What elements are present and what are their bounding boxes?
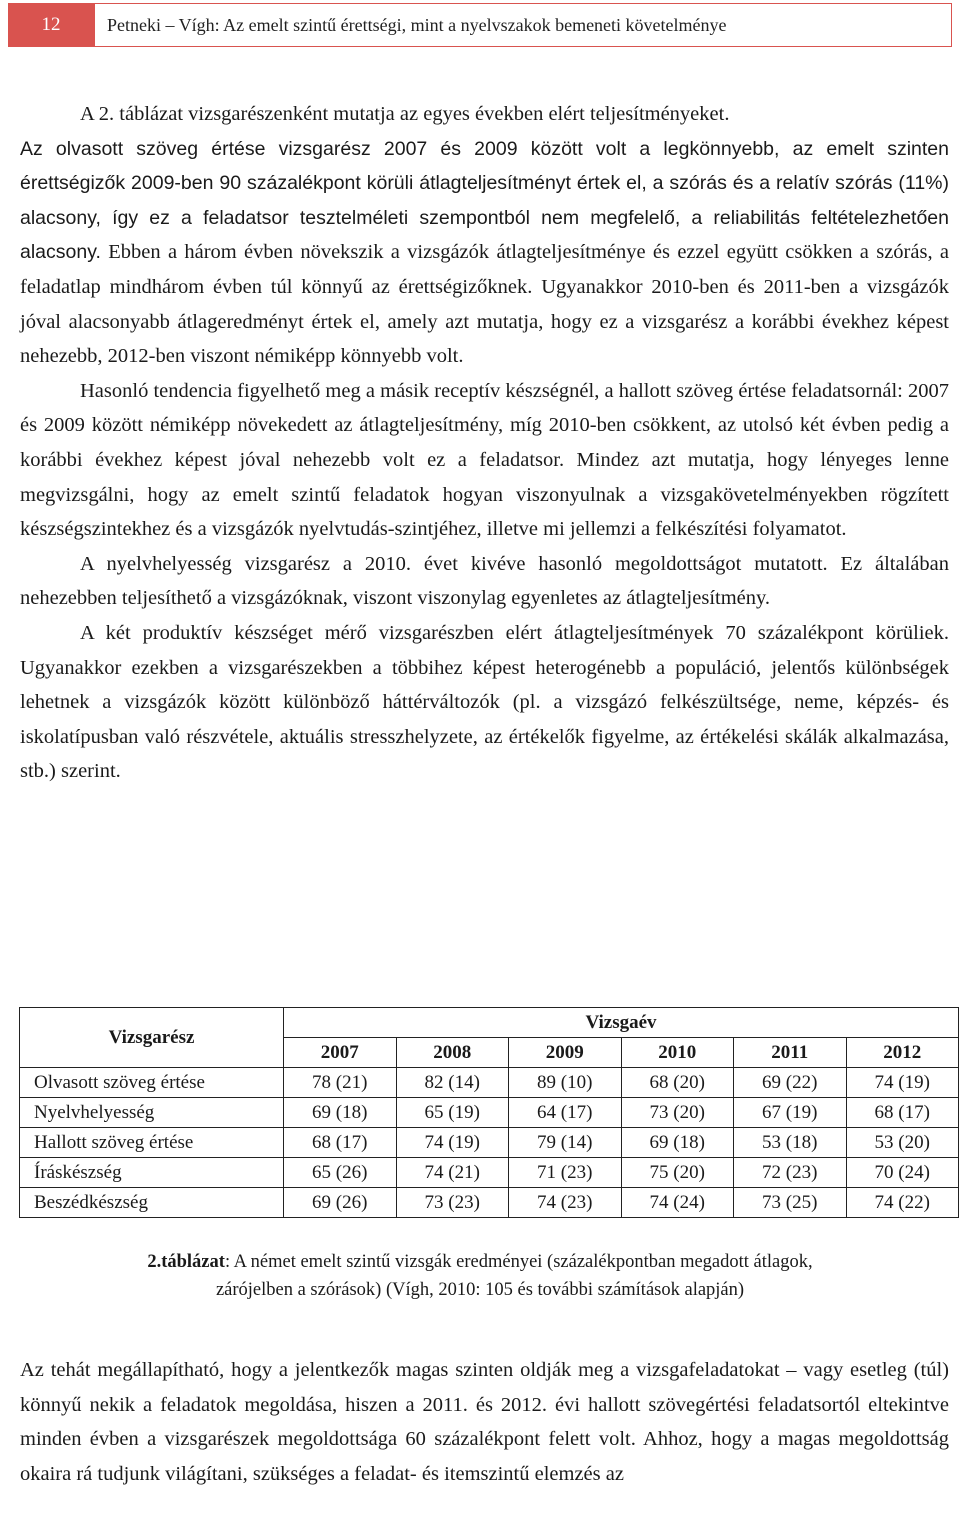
row-label: Olvasott szöveg értése — [20, 1068, 284, 1098]
body-text-top — [20, 97, 949, 789]
table-cell: 73 (25) — [734, 1188, 847, 1218]
table-cell: 69 (18) — [284, 1098, 397, 1128]
row-label: Íráskészség — [20, 1158, 284, 1188]
table-row — [20, 1068, 959, 1098]
table-cell: 68 (20) — [621, 1068, 734, 1098]
row-label: Nyelvhelyesség — [20, 1098, 284, 1128]
body-text-bottom — [20, 1353, 949, 1491]
table-cell: 69 (18) — [621, 1128, 734, 1158]
table-cell: 69 (22) — [734, 1068, 847, 1098]
paragraph-1-sans: Az olvasott szöveg értése vizsgarész 2007 és 2009 között volt a legkönnyebb, az emelt szinten érettségizők 2009-ben 90 százalékpont körüli átlagteljesítményt értek el, a szórás és a relatív szórás (11%) alacsony, így ez a feladatsor tesztelméleti szempontból nem megfelelő, a reliabilitás feltételezhetően alacsony. — [20, 137, 949, 264]
table-cell: 72 (23) — [734, 1158, 847, 1188]
caption-line-1 — [0, 1248, 960, 1276]
year-header: 2009 — [509, 1038, 622, 1068]
table-cell: 53 (20) — [846, 1128, 959, 1158]
caption-label: 2.táblázat — [147, 1252, 225, 1272]
table-cell: 74 (21) — [396, 1158, 509, 1188]
table-cell: 69 (26) — [284, 1188, 397, 1218]
table-cell: 65 (26) — [284, 1158, 397, 1188]
results-table — [19, 1007, 959, 1218]
page-header — [8, 3, 952, 47]
table-row — [20, 1098, 959, 1128]
table-cell: 53 (18) — [734, 1128, 847, 1158]
year-header: 2011 — [734, 1038, 847, 1068]
table-cell: 74 (24) — [621, 1188, 734, 1218]
table-cell: 65 (19) — [396, 1098, 509, 1128]
table-cell: 74 (23) — [509, 1188, 622, 1218]
paragraph-1-serif: Ebben a három évben növekszik a vizsgázók átlagteljesítménye és ezzel együtt csökken a szórás, a feladatlap mindhárom évben túl könnyű az érettségizőknek. Ugyanakkor 2010-ben és 2011-ben a vizsgázók jóval alacsonyabb átlageredményt értek el, amely azt mutatja, hogy ez a vizsgarész a korábbi évekhez képest nehezebb, 2012-ben viszont némiképp könnyebb volt. — [20, 241, 949, 368]
table-cell: 64 (17) — [509, 1098, 622, 1128]
row-label: Beszédkészség — [20, 1188, 284, 1218]
table-cell: 71 (23) — [509, 1158, 622, 1188]
table-cell: 89 (10) — [509, 1068, 622, 1098]
table-cell: 73 (20) — [621, 1098, 734, 1128]
table-row — [20, 1188, 959, 1218]
row-label: Hallott szöveg értése — [20, 1128, 284, 1158]
running-title: Petneki – Vígh: Az emelt szintű érettségi, mint a nyelvszakok bemeneti követelménye — [94, 3, 952, 47]
table-cell: 68 (17) — [846, 1098, 959, 1128]
table-cell: 67 (19) — [734, 1098, 847, 1128]
caption-line-2: zárójelben a szórások) (Vígh, 2010: 105 és további számítások alapján) — [215, 1280, 745, 1300]
table-cell: 74 (19) — [396, 1128, 509, 1158]
corner-header: Vizsgarész — [20, 1008, 284, 1068]
year-header: 2008 — [396, 1038, 509, 1068]
paragraph-1 — [20, 132, 949, 374]
table-row — [20, 1128, 959, 1158]
table-cell: 70 (24) — [846, 1158, 959, 1188]
page-number: 12 — [8, 3, 94, 47]
paragraph-4: A két produktív készséget mérő vizsgarészben elért átlagteljesítmények 70 százalékpont körüliek. Ugyanakkor ezekben a vizsgarészekben a többihez képest heterogénebb a populáció, jelentős különbségek lehetnek a vizsgázók között különböző háttérváltozók (pl. a vizsgázó felkészültsége, neme, képzés- és iskolatípusban való részvétele, aktuális stresszhelyzete, az értékelők figyelme, az értékelési skálák alkalmazása, stb.) szerint. — [20, 621, 949, 783]
paragraph-2: Hasonló tendencia figyelhető meg a másik receptív készségnél, a hallott szöveg értése feladatsornál: 2007 és 2009 között némiképp növekedett az átlagteljesítmény, míg 2010-ben csökkent, az utolsó két évben pedig a korábbi évekhez képest jóval nehezebb volt ez a feladatsor. Mindez azt mutatja, hogy lényeges lenne megvizsgálni, hogy az emelt szintű feladatok hogyan viszonyulnak a vizsgakövetelményekben rögzített készségszintekhez és a vizsgázók nyelvtudás-szintjéhez, illetve mi jellemzi a felkészítési folyamatot. — [20, 379, 949, 541]
table-header-row-1 — [20, 1008, 959, 1038]
table-row — [20, 1158, 959, 1188]
caption-text-1: : A német emelt szintű vizsgák eredményei (százalékpontban megadott átlagok, — [224, 1252, 813, 1272]
final-paragraph: Az tehát megállapítható, hogy a jelentkezők magas szinten oldják meg a vizsgafeladatokat – vagy esetleg (túl) könnyű nekik a feladatok megoldása, hiszen a 2011. és 2012. évi hallott szövegértési feladatsortól eltekintve minden évben a vizsgarészek megoldottsága 60 százalékpont felett volt. Ahhoz, hogy a magas megoldottság okaira rá tudjunk világítani, szükséges a feladat- és itemszintű elemzés az — [20, 1359, 949, 1485]
table-caption — [0, 1248, 960, 1304]
table-cell: 79 (14) — [509, 1128, 622, 1158]
table-cell: 74 (19) — [846, 1068, 959, 1098]
table-cell: 73 (23) — [396, 1188, 509, 1218]
year-header: 2012 — [846, 1038, 959, 1068]
table-cell: 78 (21) — [284, 1068, 397, 1098]
group-header: Vizsgaév — [284, 1008, 959, 1038]
table-cell: 82 (14) — [396, 1068, 509, 1098]
year-header: 2010 — [621, 1038, 734, 1068]
paragraph-3: A nyelvhelyesség vizsgarész a 2010. évet kivéve hasonló megoldottságot mutatott. Ez általában nehezebben teljesíthető a vizsgázóknak, viszont viszonylag egyenletes az átlagteljesítmény. — [20, 552, 949, 610]
table-cell: 75 (20) — [621, 1158, 734, 1188]
table-cell: 74 (22) — [846, 1188, 959, 1218]
table-cell: 68 (17) — [284, 1128, 397, 1158]
year-header: 2007 — [284, 1038, 397, 1068]
intro-line: A 2. táblázat vizsgarészenként mutatja az egyes években elért teljesítményeket. — [80, 103, 730, 125]
